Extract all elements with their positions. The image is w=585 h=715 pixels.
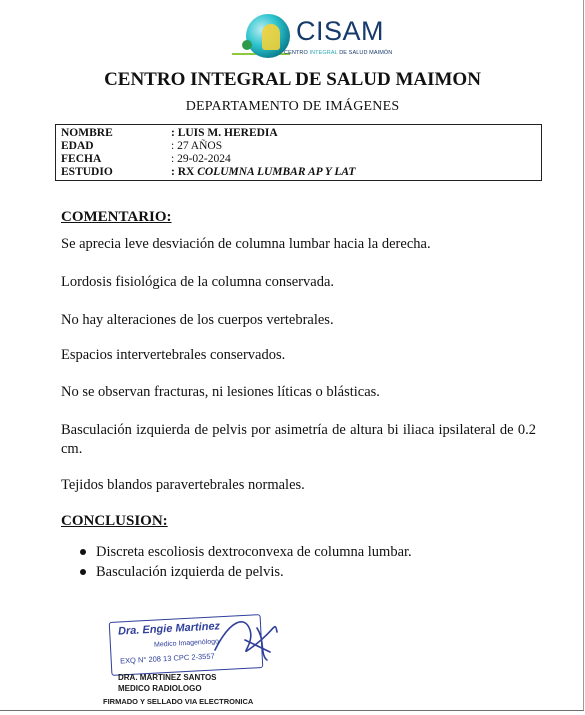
info-value: : LUIS M. HEREDIA bbox=[171, 127, 278, 139]
comentario-paragraph: Espacios intervertebrales conservados. bbox=[61, 347, 286, 363]
cisam-logo bbox=[232, 10, 393, 66]
doctor-stamp bbox=[110, 618, 278, 676]
info-value: : 29-02-2024 bbox=[171, 153, 231, 165]
logo-person-icon bbox=[262, 24, 280, 50]
info-label: ESTUDIO bbox=[61, 166, 113, 178]
logo-tagline: CENTRO INTEGRAL DE SALUD MAIMÓN bbox=[284, 50, 393, 56]
list-item: Basculación izquierda de pelvis. bbox=[61, 562, 541, 582]
bullet-icon bbox=[80, 549, 86, 555]
comentario-paragraph: No se observan fracturas, ni lesiones líticas o blásticas. bbox=[61, 384, 380, 400]
bullet-icon bbox=[80, 569, 86, 575]
conclusion-heading: CONCLUSION: bbox=[61, 513, 168, 529]
patient-info-box bbox=[55, 124, 542, 181]
info-label: EDAD bbox=[61, 140, 94, 152]
info-label: NOMBRE bbox=[61, 127, 113, 139]
signature-title: MEDICO RADIOLOGO bbox=[118, 684, 202, 693]
comentario-paragraph: Basculación izquierda de pelvis por asimetría de altura bi iliaca ipsilateral de 0.2 cm. bbox=[61, 422, 536, 457]
comentario-paragraph: Lordosis fisiológica de la columna conservada. bbox=[61, 274, 335, 290]
handwritten-signature-icon bbox=[205, 610, 285, 670]
stamp-doctor-name: Dra. Engie Martinez bbox=[117, 620, 221, 638]
info-value: : RX COLUMNA LUMBAR AP Y LAT bbox=[171, 166, 356, 178]
comentario-paragraph: Se aprecia leve desviación de columna lumbar hacia la derecha. bbox=[61, 236, 431, 252]
comentario-paragraph: Tejidos blandos paravertebrales normales. bbox=[61, 477, 305, 493]
info-value: : 27 AÑOS bbox=[171, 140, 223, 152]
document-title: CENTRO INTEGRAL DE SALUD MAIMON bbox=[104, 69, 481, 90]
logo-wordmark: CISAM bbox=[296, 16, 385, 46]
department-subtitle: DEPARTAMENTO DE IMÁGENES bbox=[185, 99, 400, 114]
conclusion-list bbox=[61, 542, 541, 582]
stamp-specialty: Medico Imagenólogo bbox=[153, 638, 220, 649]
comentario-paragraph: No hay alteraciones de los cuerpos vertebrales. bbox=[61, 312, 334, 328]
comentario-heading: COMENTARIO: bbox=[61, 209, 172, 225]
signature-doctor-name: DRA. MARTINEZ SANTOS bbox=[118, 673, 217, 682]
info-label: FECHA bbox=[61, 153, 102, 165]
logo-dot-icon bbox=[242, 40, 252, 50]
signature-note: FIRMADO Y SELLADO VIA ELECTRONICA bbox=[103, 697, 254, 706]
list-item: Discreta escoliosis dextroconvexa de columna lumbar. bbox=[61, 542, 541, 562]
stamp-exequatur: EXQ N° 208 13 CPC 2-3557 bbox=[119, 651, 215, 666]
